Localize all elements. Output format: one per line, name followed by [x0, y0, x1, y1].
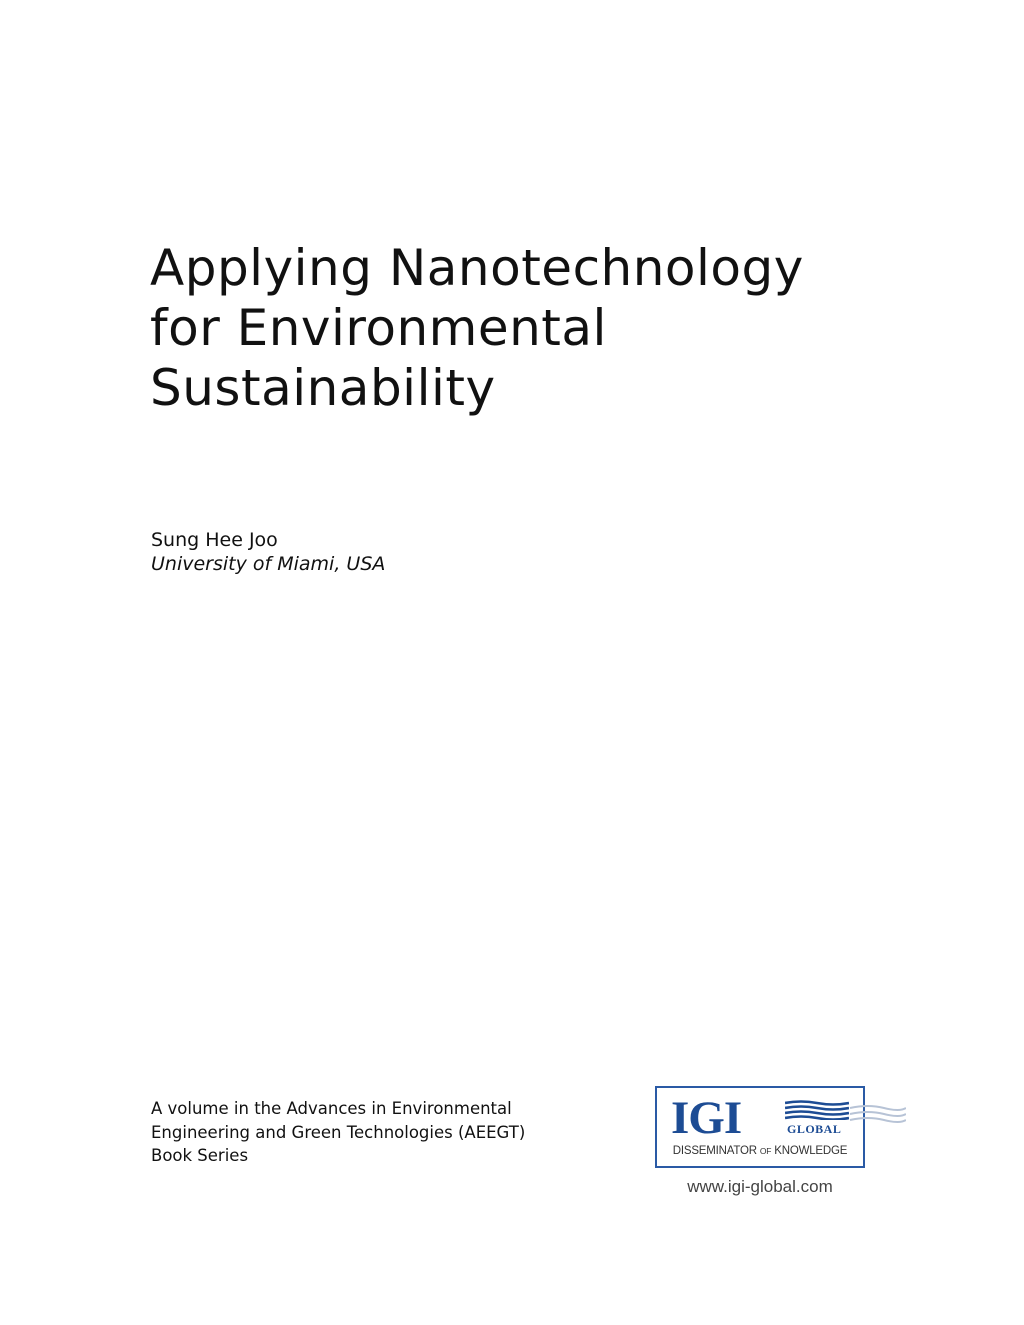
- book-title: [150, 238, 970, 418]
- tagline-prefix: DISSEMINATOR: [672, 1145, 760, 1157]
- tagline-suffix: KNOWLEDGE: [771, 1145, 848, 1157]
- author-block: [151, 528, 385, 576]
- logo-waves-icon: [788, 1100, 906, 1132]
- author-name: Sung Hee Joo: [151, 529, 278, 551]
- logo-letters: IGI: [671, 1092, 742, 1144]
- author-affiliation: University of Miami, USA: [151, 553, 386, 575]
- publisher-url: www.igi-global.com: [687, 1177, 833, 1196]
- logo-tagline: [657, 1145, 863, 1157]
- title-line: Applying Nanotechnology: [150, 239, 804, 297]
- series-line: Engineering and Green Technologies (AEEGT): [151, 1122, 526, 1142]
- series-note: [151, 1097, 551, 1168]
- series-line: A volume in the Advances in Environmental: [151, 1099, 512, 1118]
- title-line: for Environmental: [150, 299, 607, 357]
- logo-global: GLOBAL: [787, 1122, 842, 1136]
- tagline-of: OF: [759, 1146, 772, 1156]
- series-line: Book Series: [151, 1146, 249, 1165]
- title-line: Sustainability: [150, 359, 496, 417]
